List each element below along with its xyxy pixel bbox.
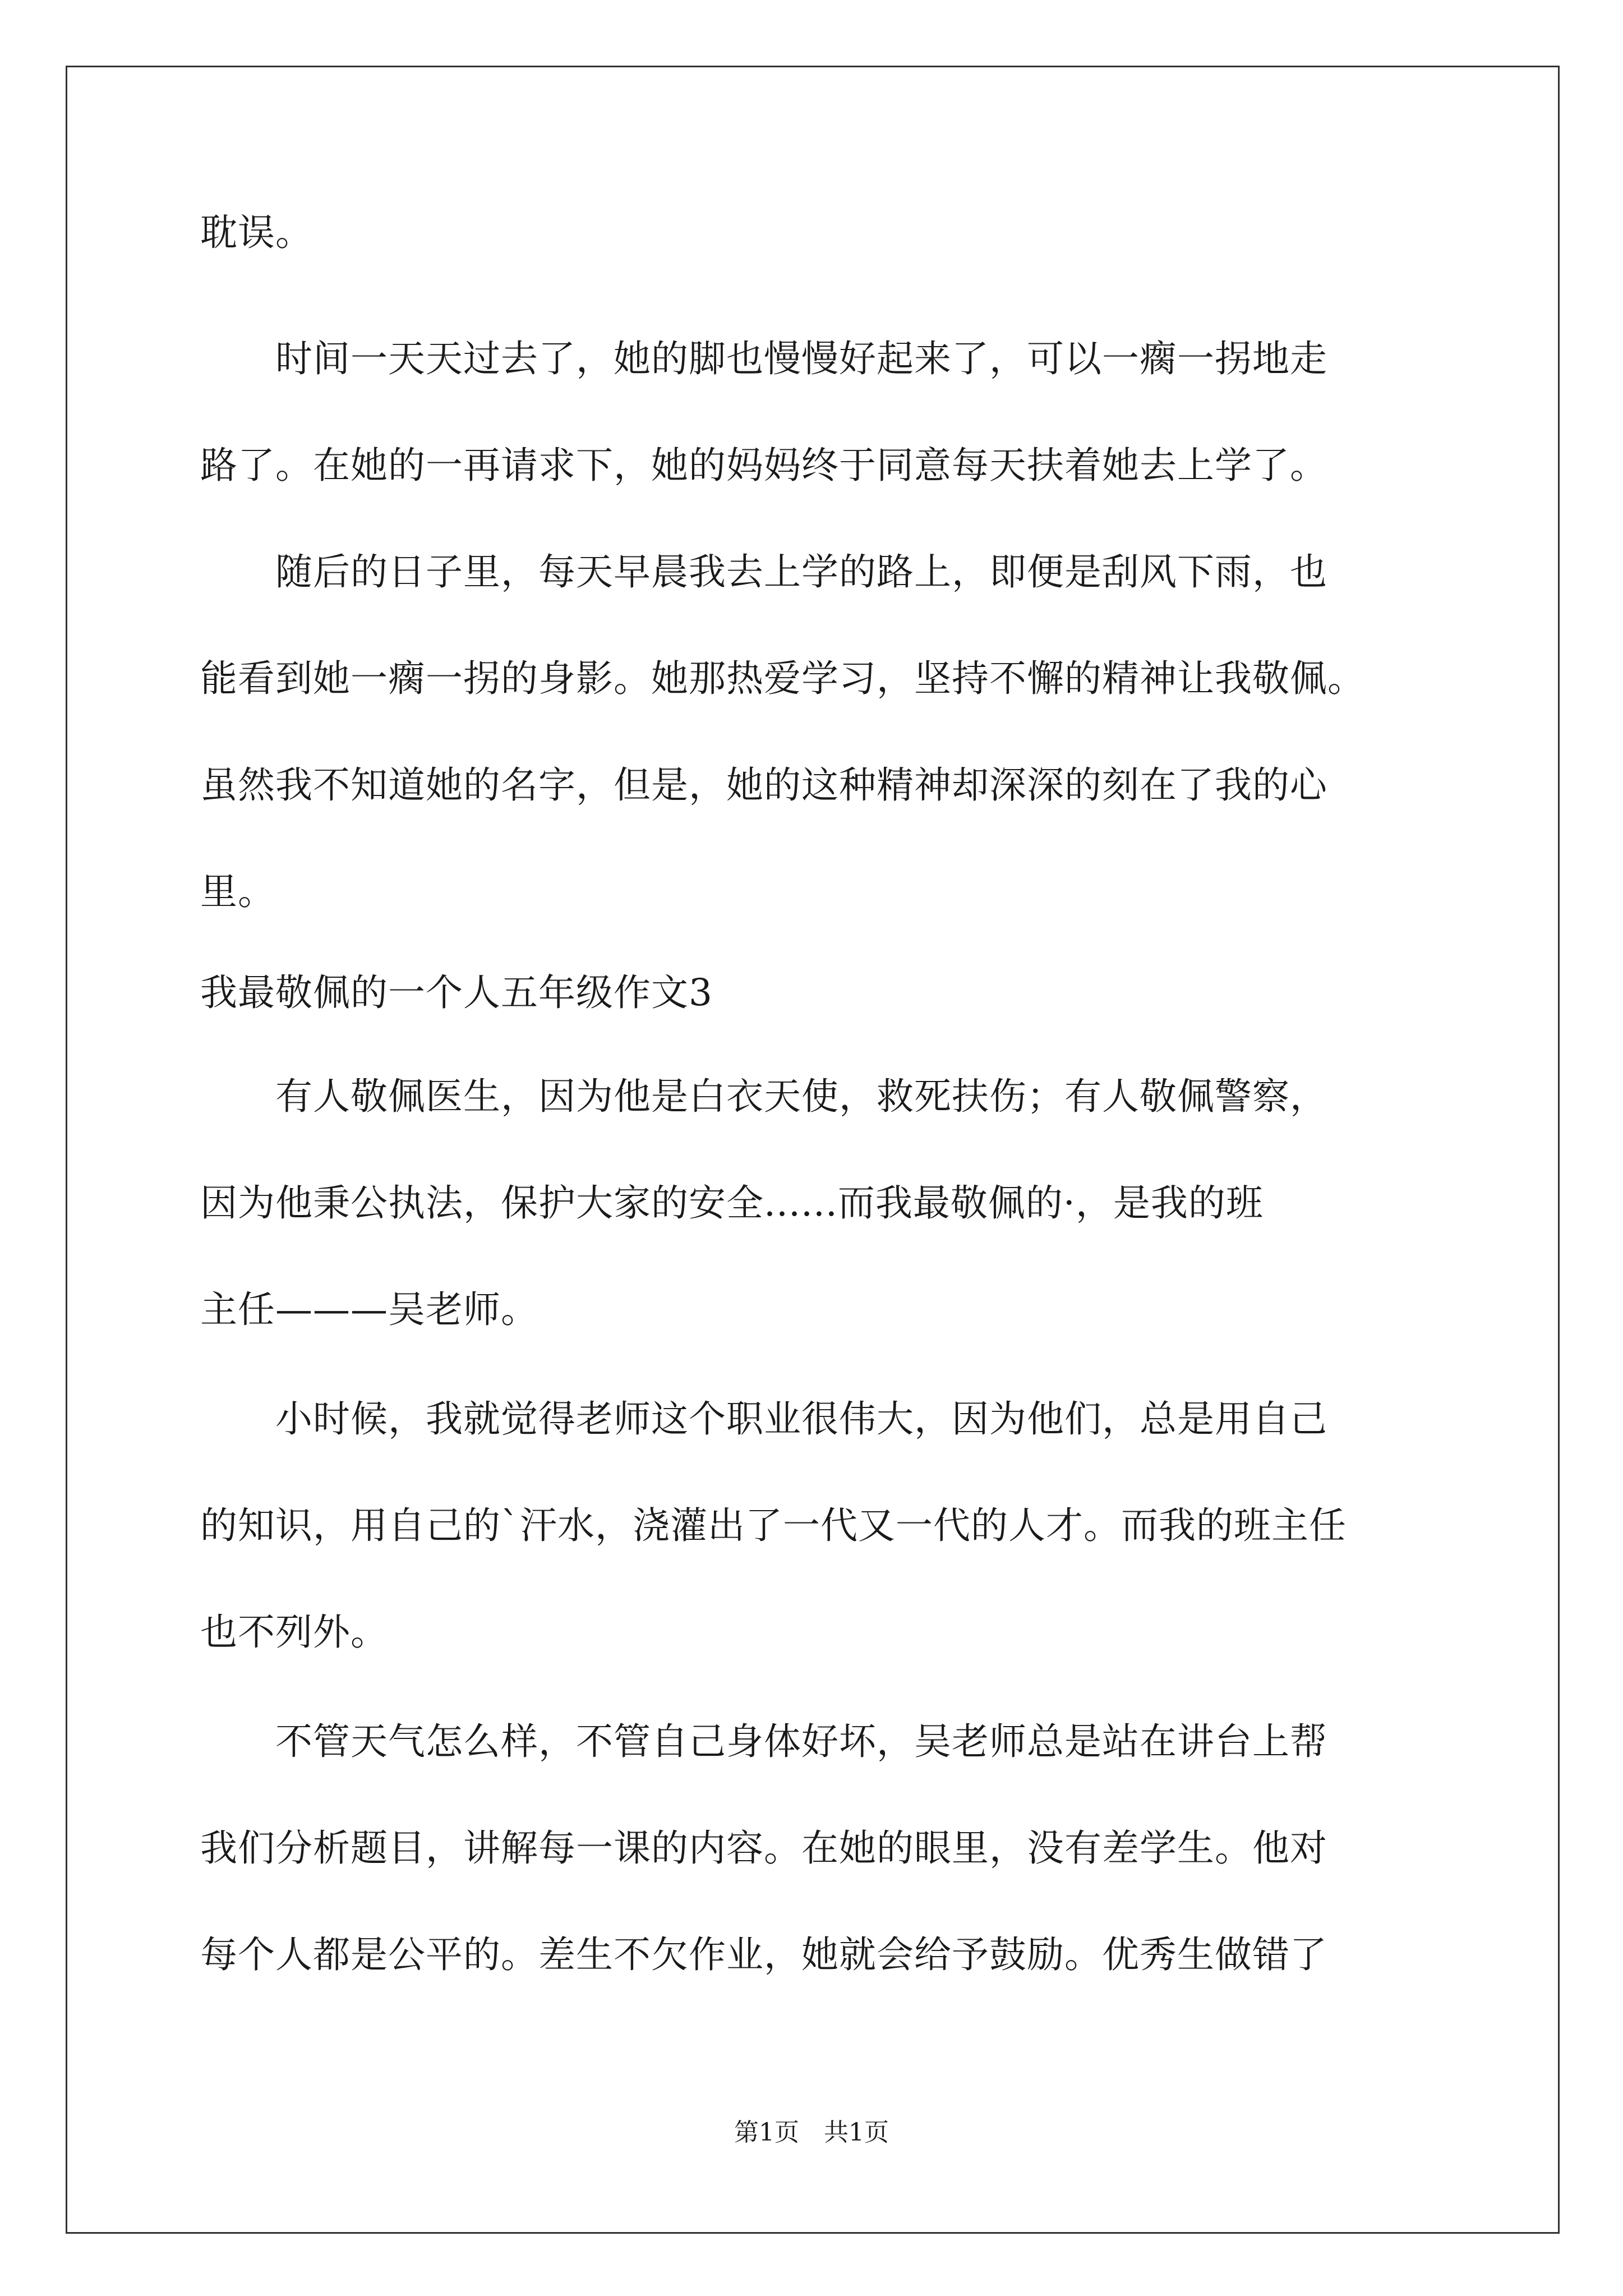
paragraph-line: 小时候，我就觉得老师这个职业很伟大，因为他们，总是用自己 [200, 1397, 1327, 1441]
text-line: 主任———吴老师。 [200, 1288, 538, 1331]
text-line: 能看到她一瘸一拐的身影。她那热爱学习，坚持不懈的精神让我敬佩。 [200, 657, 1365, 700]
text-line: 的知识，用自己的`汗水，浇灌出了一代又一代的人才。而我的班主任 [200, 1504, 1347, 1547]
text-line: 因为他秉公执法，保护大家的安全......而我最敬佩的·，是我的班 [200, 1181, 1264, 1225]
paragraph-line: 时间一天天过去了，她的脚也慢慢好起来了，可以一瘸一拐地走 [200, 337, 1327, 380]
text-line: 耽误。 [200, 211, 313, 254]
text-line: 每个人都是公平的。差生不欠作业，她就会给予鼓励。优秀生做错了 [200, 1933, 1327, 1976]
text-line: 路了。在她的一再请求下，她的妈妈终于同意每天扶着她去上学了。 [200, 444, 1327, 487]
section-heading: 我最敬佩的一个人五年级作文3 [200, 971, 713, 1014]
page-border [66, 66, 1560, 2234]
page-footer: 第1页 共1页 [734, 2118, 889, 2147]
text-line: 虽然我不知道她的名字，但是，她的这种精神却深深的刻在了我的心 [200, 763, 1327, 807]
paragraph-line: 随后的日子里，每天早晨我去上学的路上，即便是刮风下雨，也 [200, 550, 1327, 593]
paragraph-line: 有人敬佩医生，因为他是白衣天使，救死扶伤；有人敬佩警察， [200, 1075, 1327, 1118]
text-line: 里。 [200, 870, 275, 913]
text-line: 我们分析题目，讲解每一课的内容。在她的眼里，没有差学生。他对 [200, 1826, 1327, 1870]
text-line: 也不列外。 [200, 1611, 388, 1654]
paragraph-line: 不管天气怎么样，不管自己身体好坏，吴老师总是站在讲台上帮 [200, 1720, 1327, 1763]
